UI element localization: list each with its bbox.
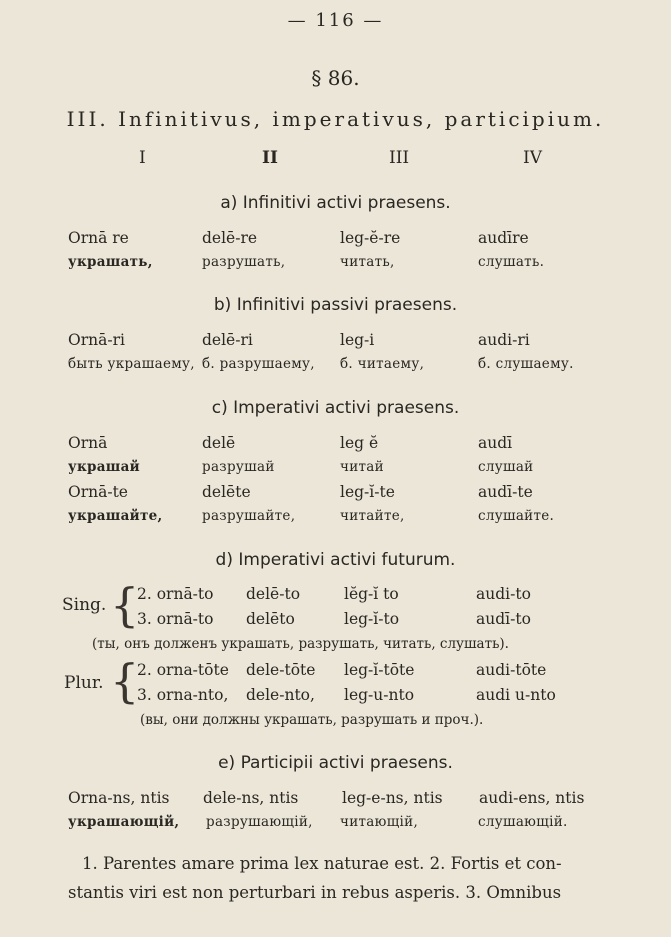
- exercise-line: stantis viri est non perturbari in rebus asperis. 3. Omnibus: [68, 883, 562, 902]
- translation: читать,: [340, 254, 395, 270]
- translation: украшайте,: [68, 508, 163, 524]
- section-heading: c) Imperativi activi praesens.: [211, 398, 460, 418]
- translation: б. слушаему.: [478, 356, 574, 372]
- conjugation-label: II: [262, 148, 278, 168]
- section-number: § 86.: [311, 66, 360, 90]
- conjugation-label: IV: [523, 148, 542, 168]
- form: Ornā-ri: [68, 331, 125, 349]
- section-heading: b) Infinitivi passivi praesens.: [213, 295, 458, 315]
- form: leg ĕ: [340, 434, 379, 452]
- translation: разрушайте,: [202, 508, 296, 524]
- translation: б. читаему,: [340, 356, 425, 372]
- form: dele-ns, ntis: [203, 789, 299, 807]
- translation: слушайте.: [478, 508, 555, 524]
- form: 3. ornā-to: [137, 610, 214, 628]
- form: 2. ornā-to: [137, 585, 214, 603]
- form: audīre: [478, 229, 529, 247]
- translation: читающій,: [340, 814, 419, 830]
- translation: быть украшаему,: [68, 356, 195, 372]
- exercise-line: 1. Parentes amare prima lex naturae est. 2. Fortis et con-: [82, 854, 562, 873]
- form: delēto: [246, 610, 295, 628]
- translation: украшающій,: [68, 814, 180, 830]
- form: delē-re: [202, 229, 258, 247]
- form: audi u-nto: [476, 686, 556, 704]
- form: lĕg-ĭ to: [344, 585, 399, 603]
- singular-note: (ты, онъ долженъ украшать, разрушать, читать, слушать).: [92, 636, 509, 652]
- translation: разрушающій,: [206, 814, 313, 830]
- form: Ornā-te: [68, 483, 128, 501]
- form: audī-te: [478, 483, 533, 501]
- form: leg-u-nto: [344, 686, 415, 704]
- plural-note: (вы, они должны украшать, разрушать и проч.).: [140, 712, 484, 728]
- plural-label: Plur.: [64, 673, 104, 693]
- form: leg-ĭ-te: [340, 483, 395, 501]
- form: dele-tōte: [246, 661, 316, 679]
- translation: слушать.: [478, 254, 545, 270]
- form: delē: [202, 434, 236, 452]
- translation: слушай: [478, 459, 534, 475]
- form: audī: [478, 434, 513, 452]
- translation: читайте,: [340, 508, 405, 524]
- conjugation-label: I: [139, 148, 146, 168]
- translation: разрушать,: [202, 254, 286, 270]
- chapter-title: III. Infinitivus, imperativus, participium.: [66, 107, 605, 131]
- singular-label: Sing.: [62, 595, 107, 615]
- translation: читай: [340, 459, 384, 475]
- form: delē-ri: [202, 331, 253, 349]
- section-heading: e) Participii activi praesens.: [218, 753, 453, 773]
- form: 2. orna-tōte: [137, 661, 229, 679]
- section-heading: d) Imperativi activi futurum.: [215, 550, 456, 570]
- form: Ornā re: [68, 229, 129, 247]
- form: 3. orna-nto,: [137, 686, 229, 704]
- form: delē-to: [246, 585, 301, 603]
- form: audi-ens, ntis: [479, 789, 585, 807]
- form: audī-to: [476, 610, 531, 628]
- form: audi-to: [476, 585, 531, 603]
- form: dele-nto,: [246, 686, 315, 704]
- form: Ornā: [68, 434, 108, 452]
- form: audi-ri: [478, 331, 530, 349]
- form: leg-ĭ-tōte: [344, 661, 415, 679]
- form: audi-tōte: [476, 661, 547, 679]
- form: delēte: [202, 483, 251, 501]
- translation: разрушай: [202, 459, 275, 475]
- translation: б. разрушаему,: [202, 356, 315, 372]
- translation: украшать,: [68, 254, 153, 270]
- page-number: — 116 —: [287, 10, 384, 31]
- form: leg-i: [340, 331, 375, 349]
- form: leg-e-ns, ntis: [342, 789, 443, 807]
- form: Orna-ns, ntis: [68, 789, 170, 807]
- brace-singular: {: [110, 578, 140, 632]
- conjugation-label: III: [389, 148, 410, 168]
- translation: украшай: [68, 459, 140, 475]
- section-heading: a) Infinitivi activi praesens.: [220, 193, 451, 213]
- form: leg-ĕ-re: [340, 229, 401, 247]
- form: leg-ĭ-to: [344, 610, 400, 628]
- translation: слушающій.: [478, 814, 568, 830]
- brace-plural: {: [110, 654, 140, 708]
